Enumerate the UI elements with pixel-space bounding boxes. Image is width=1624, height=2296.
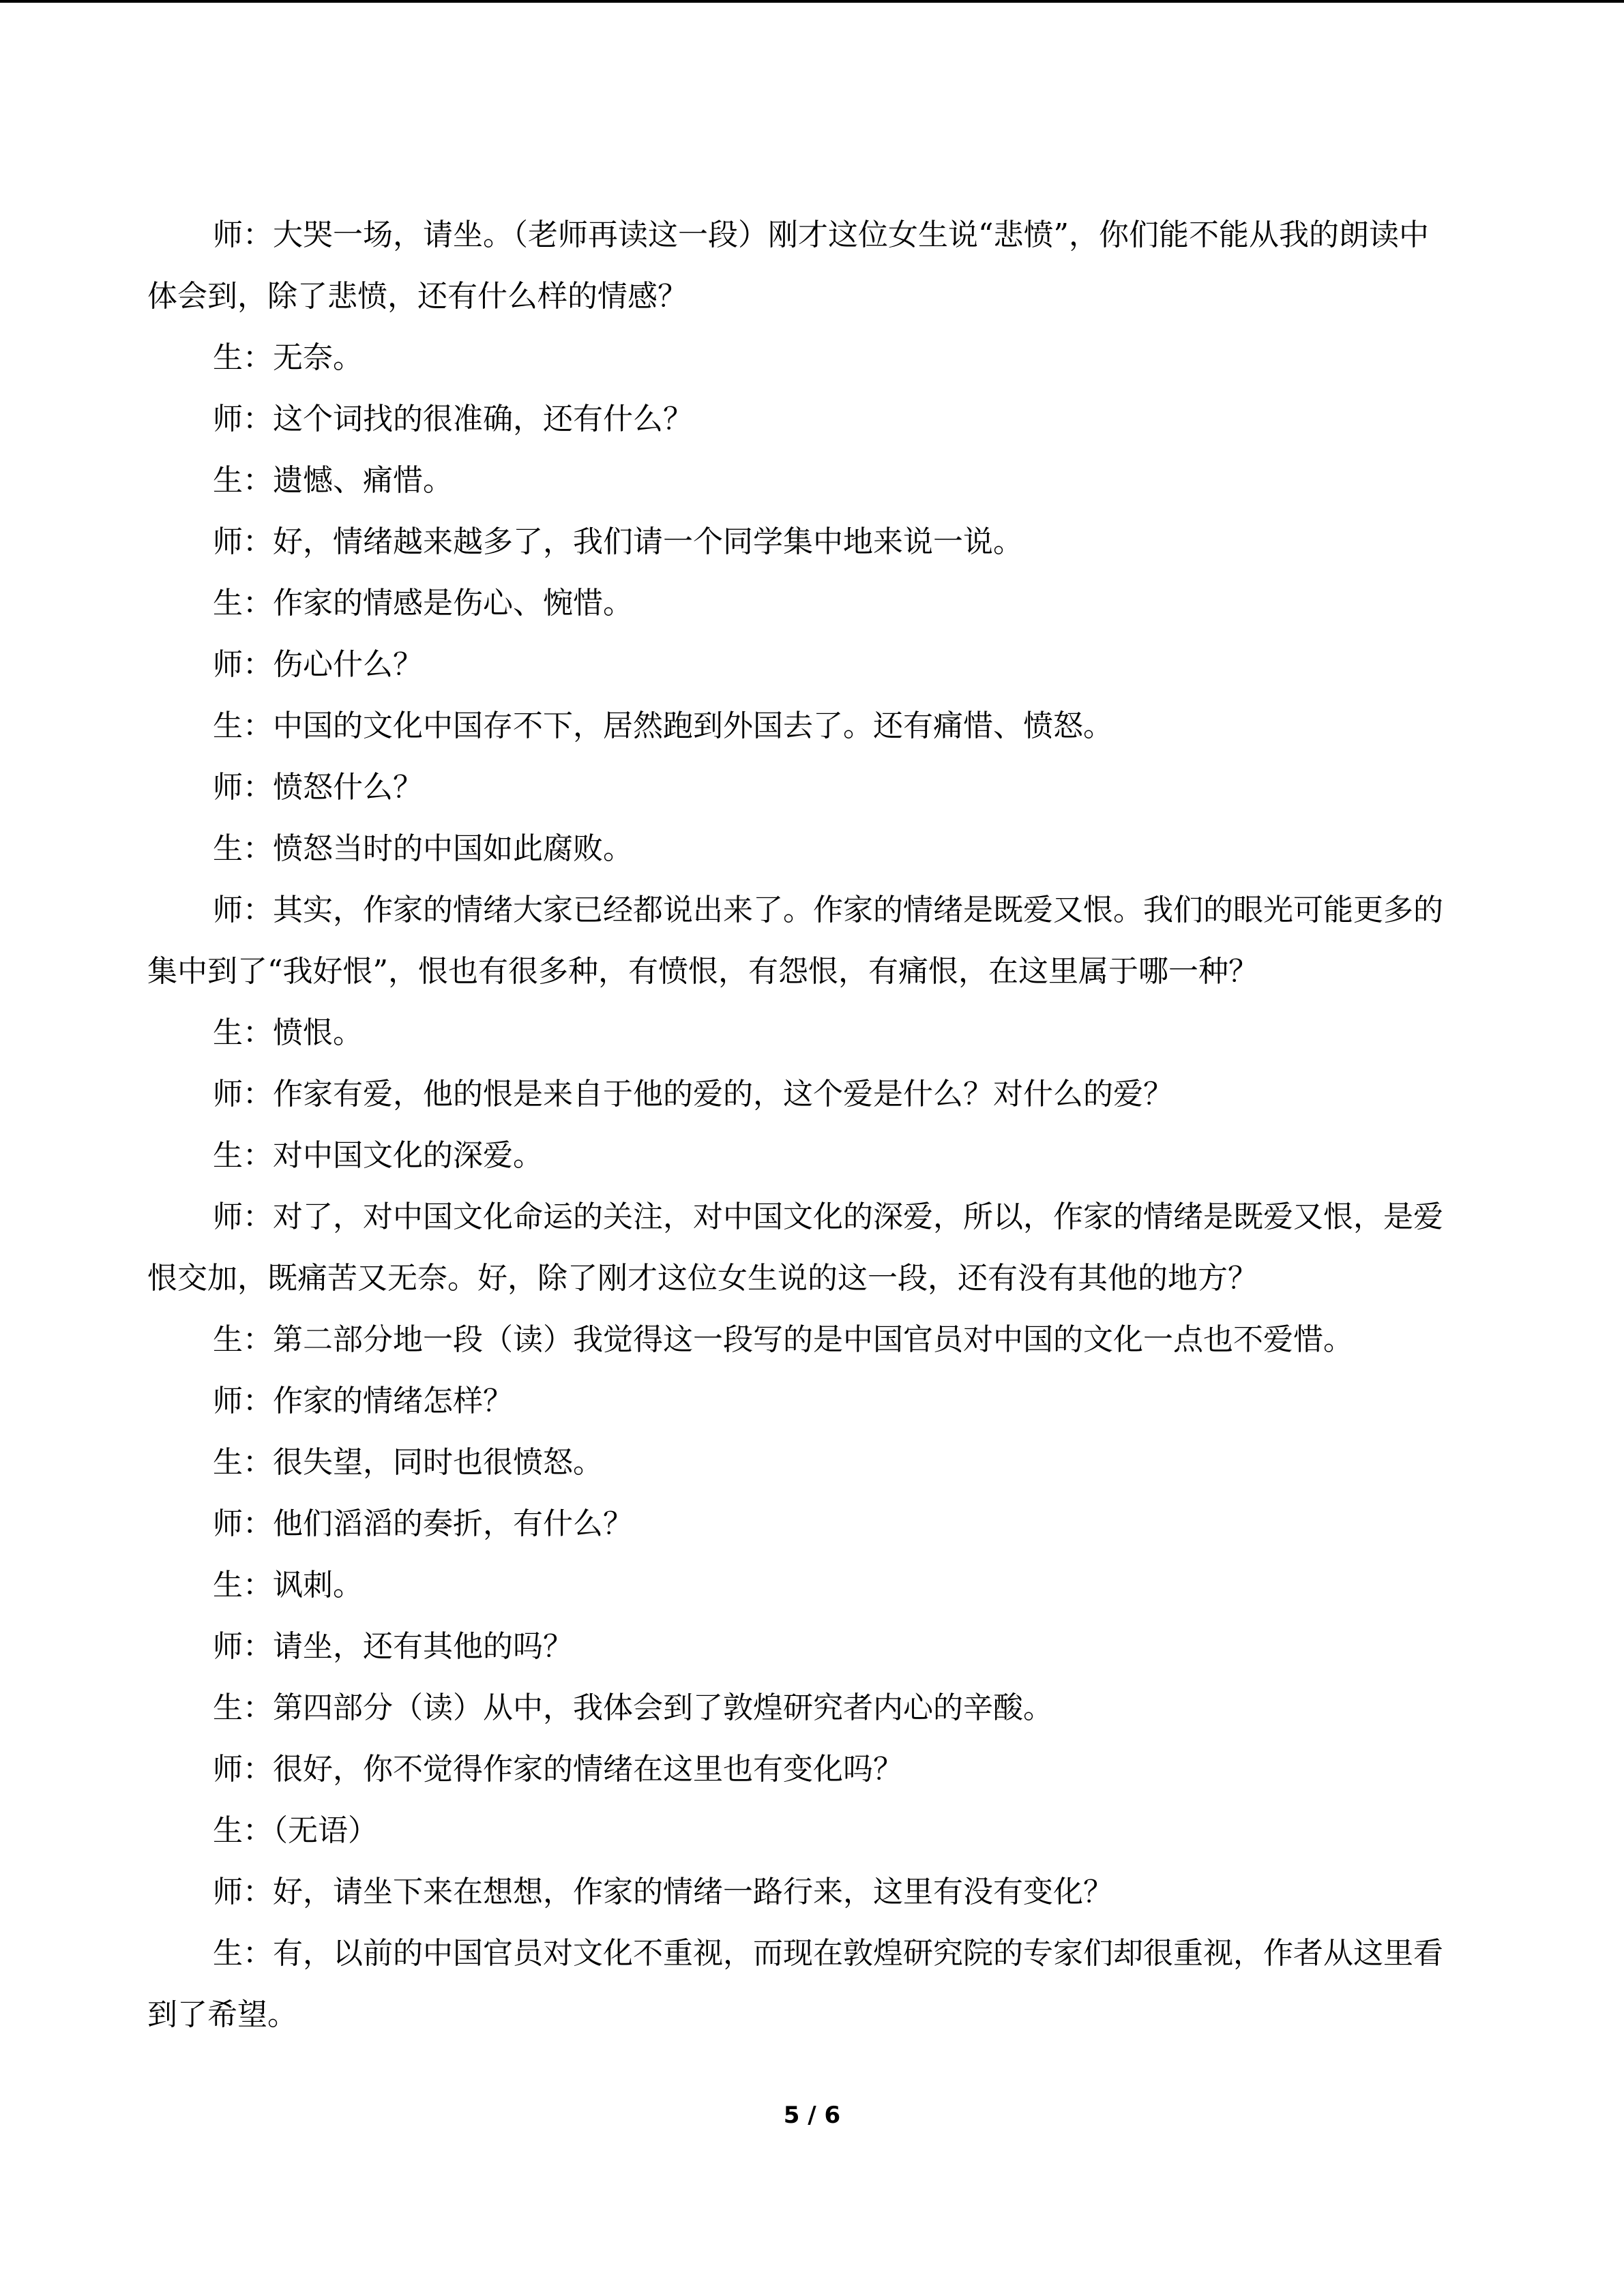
dialogue-paragraph: 生：无奈。 <box>213 340 363 375</box>
dialogue-paragraph: 生：遗憾、痛惜。 <box>213 463 453 498</box>
dialogue-paragraph: 师：作家有爱，他的恨是来自于他的爱的，这个爱是什么？对什么的爱？ <box>213 1077 1173 1112</box>
dialogue-paragraph: 师：请坐，还有其他的吗？ <box>213 1629 573 1664</box>
dialogue-paragraph: 生：很失望，同时也很愤怒。 <box>213 1445 603 1480</box>
dialogue-paragraph: 师：这个词找的很准确，还有什么？ <box>213 402 693 436</box>
dialogue-paragraph: 生：第二部分地一段（读）我觉得这一段写的是中国官员对中国的文化一点也不爱惜。 <box>213 1322 1353 1357</box>
dialogue-paragraph: 生：作家的情感是伤心、惋惜。 <box>213 586 633 621</box>
dialogue-paragraph: 生：对中国文化的深爱。 <box>213 1138 543 1173</box>
dialogue-paragraph: 师：愤怒什么？ <box>213 770 423 805</box>
dialogue-paragraph: 师：作家的情绪怎样？ <box>213 1384 513 1418</box>
dialogue-paragraph: 师：好，请坐下来在想想，作家的情绪一路行来，这里有没有变化？ <box>213 1875 1113 1909</box>
page-number: 5 / 6 <box>783 2102 841 2129</box>
document-body <box>147 205 1457 2046</box>
dialogue-paragraph: 生：讽刺。 <box>213 1568 363 1602</box>
dialogue-paragraph: 师：大哭一场，请坐。（老师再读这一段）刚才这位女生说“悲愤”，你们能不能从我的朗读中体会到，除了悲愤，还有什么样的情感？ <box>147 218 1429 314</box>
dialogue-paragraph: 生：有，以前的中国官员对文化不重视，而现在敦煌研究院的专家们却很重视，作者从这里看到了希望。 <box>147 1936 1443 2032</box>
dialogue-paragraph: 生：中国的文化中国存不下，居然跑到外国去了。还有痛惜、愤怒。 <box>213 709 1113 743</box>
dialogue-paragraph: 生：愤怒当时的中国如此腐败。 <box>213 831 633 866</box>
dialogue-paragraph: 生：第四部分（读）从中，我体会到了敦煌研究者内心的辛酸。 <box>213 1690 1053 1725</box>
dialogue-paragraph: 师：其实，作家的情绪大家已经都说出来了。作家的情绪是既爱又恨。我们的眼光可能更多的集中到了“我好恨”，恨也有很多种，有愤恨，有怨恨，有痛恨，在这里属于哪一种？ <box>147 893 1443 989</box>
dialogue-paragraph: 生：愤恨。 <box>213 1015 363 1050</box>
dialogue-paragraph: 师：他们滔滔的奏折，有什么？ <box>213 1506 633 1541</box>
dialogue-paragraph: 师：很好，你不觉得作家的情绪在这里也有变化吗？ <box>213 1752 903 1787</box>
dialogue-paragraph: 生：（无语） <box>213 1813 378 1848</box>
dialogue-paragraph: 师：伤心什么？ <box>213 647 423 682</box>
top-border-rule <box>0 0 1624 3</box>
dialogue-paragraph: 师：对了，对中国文化命运的关注，对中国文化的深爱，所以，作家的情绪是既爱又恨，是爱恨交加，既痛苦又无奈。好，除了刚才这位女生说的这一段，还有没有其他的地方？ <box>147 1199 1443 1296</box>
dialogue-paragraph: 师：好，情绪越来越多了，我们请一个同学集中地来说一说。 <box>213 524 1023 559</box>
